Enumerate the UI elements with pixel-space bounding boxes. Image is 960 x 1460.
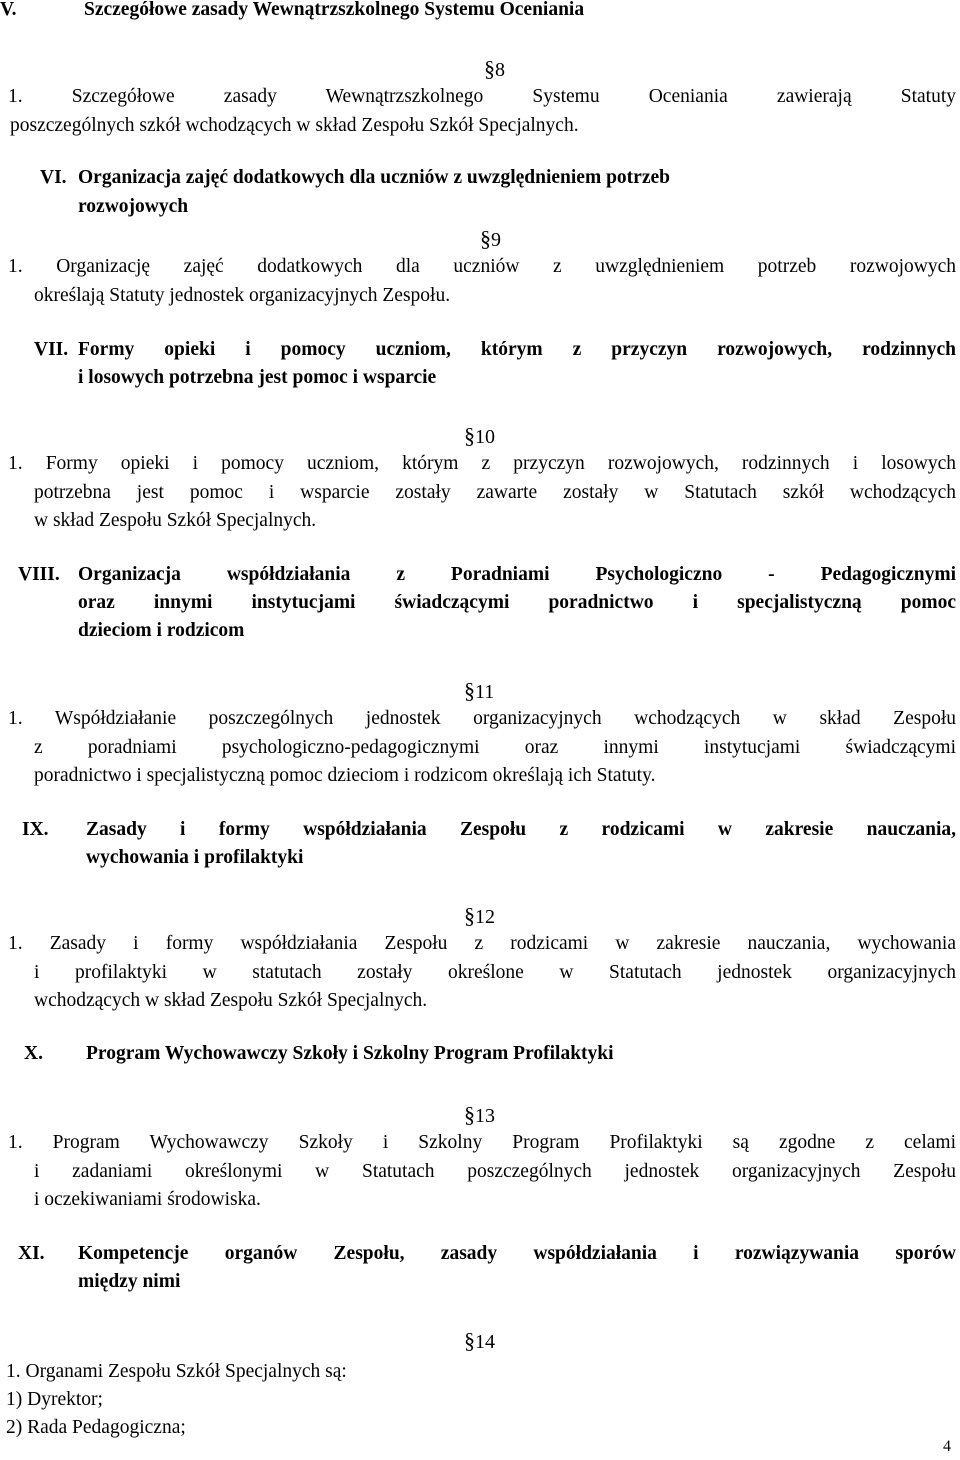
paragraph-mark-12 [464,903,495,929]
section-sign: § [464,423,475,448]
text-line: 1. Szczegółowe zasady Wewnątrzszkolnego Systemu Oceniania zawierają Statuty [8,86,956,107]
section-number: X. [24,1043,43,1064]
paragraph-number: 9 [491,229,501,251]
section-number: V. [0,0,17,20]
section-title-line: między nimi [78,1271,181,1292]
section-title-line: Zasady i formy współdziałania Zespołu z rodzicami w zakresie nauczania, [86,819,956,840]
paragraph-number: 11 [475,681,495,703]
text-line: 1. Program Wychowawczy Szkoły i Szkolny Program Profilaktyki są zgodne z celami [8,1132,956,1153]
section-title-line: i losowych potrzebna jest pomoc i wsparcie [78,367,437,388]
text-line: 1. Organami Zespołu Szkół Specjalnych są: [6,1361,347,1382]
paragraph-11-text [8,705,956,791]
paragraph-mark-13 [464,1102,495,1128]
paragraph-14-text [6,1358,347,1442]
section-number: VIII. [18,564,60,585]
paragraph-mark-14 [464,1328,495,1354]
section-title: Szczegółowe zasady Wewnątrzszkolnego Systemu Oceniania [84,0,585,20]
text-line: i oczekiwaniami środowiska. [34,1189,261,1210]
text-line: i profilaktyki w statutach zostały określone w Statutach jednostek organizacyjnych [34,961,956,983]
section-number: VI. [40,167,67,188]
paragraph-mark-8 [484,56,505,82]
paragraph-10-text [8,450,956,536]
section-sign: § [484,56,495,81]
text-line: poszczególnych szkół wchodzących w skład Zespołu Szkół Specjalnych. [10,114,579,136]
text-line: poradnictwo i specjalistyczną pomoc dzieciom i rodzicom określają ich Statuty. [34,765,656,786]
paragraph-number: 13 [475,1105,495,1127]
paragraph-12-text [8,930,956,1016]
page-number: 4 [943,1438,951,1455]
text-line: w skład Zespołu Szkół Specjalnych. [34,510,317,531]
paragraph-9-text [8,253,956,310]
section-sign: § [464,1102,475,1127]
section-title-line: wychowania i profilaktyki [86,847,304,868]
text-line: z poradniami psychologiczno-pedagogicznymi oraz innymi instytucjami świadczącymi [34,736,956,758]
section-number: XI. [18,1243,45,1264]
text-line: 1. Zasady i formy współdziałania Zespołu z rodzicami w zakresie nauczania, wychowania [8,933,956,954]
section-number: VII. [34,339,69,360]
paragraph-8-text [8,83,956,140]
section-title-line: Formy opieki i pomocy uczniom, którym z przyczyn rozwojowych, rodzinnych [78,339,956,360]
section-title-line: dzieciom i rodzicom [78,620,245,641]
section-sign: § [464,1328,475,1353]
paragraph-number: 12 [475,906,495,928]
section-sign: § [480,226,491,251]
text-line: wchodzących w skład Zespołu Szkół Specjalnych. [34,990,428,1011]
paragraph-number: 14 [475,1331,495,1353]
section-title-line: rozwojowych [78,196,189,217]
section-v-heading [0,0,585,24]
text-line: określają Statuty jednostek organizacyjnych Zespołu. [34,284,451,306]
paragraph-mark-11 [464,678,494,704]
text-line: potrzebna jest pomoc i wsparcie zostały zawarte zostały w Statutach szkół wchodzących [34,481,956,503]
section-title-line: oraz innymi instytucjami świadczącymi poradnictwo i specjalistyczną pomoc [78,592,956,613]
text-line: i zadaniami określonymi w Statutach poszczególnych jednostek organizacyjnych Zespołu [34,1160,956,1182]
paragraph-number: 8 [495,59,505,81]
section-title-line: Kompetencje organów Zespołu, zasady współdziałania i rozwiązywania sporów [78,1243,956,1264]
paragraph-13-text [8,1129,956,1215]
list-item: 2) Rada Pedagogiczna; [6,1417,186,1438]
text-line: 1. Współdziałanie poszczególnych jednostek organizacyjnych wchodzących w skład Zespołu [8,708,956,729]
text-line: 1. Formy opieki i pomocy uczniom, którym z przyczyn rozwojowych, rodzinnych i losowych [8,453,956,474]
text-line: 1. Organizację zajęć dodatkowych dla uczniów z uwzględnieniem potrzeb rozwojowych [8,256,956,277]
paragraph-mark-10 [464,423,495,449]
section-sign: § [464,903,475,928]
section-title-line: Organizacja współdziałania z Poradniami Psychologiczno - Pedagogicznymi [78,564,956,585]
list-item: 1) Dyrektor; [6,1389,103,1410]
section-title-line: Organizacja zajęć dodatkowych dla uczniów z uwzględnieniem potrzeb [78,167,670,188]
section-title-line: Program Wychowawczy Szkoły i Szkolny Program Profilaktyki [86,1043,614,1064]
section-sign: § [464,678,475,703]
paragraph-number: 10 [475,426,495,448]
section-number: IX. [22,819,49,840]
paragraph-mark-9 [480,226,501,252]
